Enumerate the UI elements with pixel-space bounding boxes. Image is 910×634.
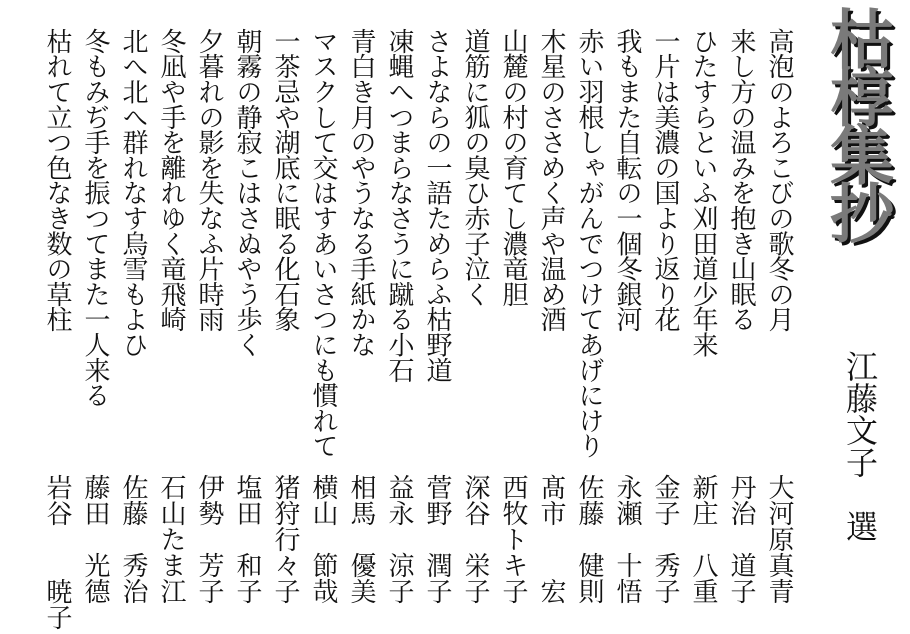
haiku-text: 木星のささめく声や温め酒 xyxy=(536,28,566,332)
author-name: 佐藤 健則 xyxy=(574,474,604,604)
haiku-text: 青白き月のやうなる手紙かな xyxy=(346,28,376,357)
haiku-text: 赤い羽根しゃがんでつけてあげにけり xyxy=(574,28,604,459)
author-name: 西牧トキ子 xyxy=(498,474,528,604)
haiku-text: 冬凪や手を離れゆく竜飛崎 xyxy=(156,28,186,332)
haiku-text: 来し方の温みを抱き山眠る xyxy=(726,28,756,332)
haiku-column xyxy=(722,28,760,628)
author-name: 丹治 道子 xyxy=(726,474,756,604)
haiku-text: 凍蝿へつまらなさうに蹴る小石 xyxy=(384,28,414,383)
haiku-column xyxy=(76,28,114,628)
author-name: 新庄 八重 xyxy=(688,474,718,604)
haiku-column xyxy=(304,28,342,628)
author-name: 髙市 宏 xyxy=(536,474,566,604)
haiku-column xyxy=(646,28,684,628)
haiku-column xyxy=(418,28,456,628)
haiku-column xyxy=(608,28,646,628)
author-name: 益永 涼子 xyxy=(384,474,414,604)
haiku-text: さよならの一語ためらふ枯野道 xyxy=(422,28,452,383)
haiku-text: 高泡のよろこびの歌冬の月 xyxy=(764,28,794,332)
author-name: 永瀬 十悟 xyxy=(612,474,642,604)
page-title: 枯椁集抄 xyxy=(819,6,894,238)
haiku-column xyxy=(342,28,380,628)
haiku-text: 道筋に狐の臭ひ赤子泣く xyxy=(460,28,490,307)
haiku-column xyxy=(114,28,152,628)
haiku-text: 我もまた自転の一個冬銀河 xyxy=(612,28,642,332)
haiku-text: 夕暮れの影を失なふ片時雨 xyxy=(194,28,224,332)
haiku-column xyxy=(380,28,418,628)
haiku-column xyxy=(152,28,190,628)
haiku-text: 朝霧の静寂こはさぬやう歩く xyxy=(232,28,262,357)
haiku-column xyxy=(570,28,608,628)
author-name: 相馬 優美 xyxy=(346,474,376,604)
haiku-column xyxy=(494,28,532,628)
author-name: 石山たま江 xyxy=(156,474,186,604)
haiku-column xyxy=(228,28,266,628)
selector-credit: 江藤文子 選 xyxy=(841,350,879,542)
author-name: 金子 秀子 xyxy=(650,474,680,604)
haiku-text: 枯れて立つ色なき数の草柱 xyxy=(42,28,72,332)
author-name: 横山 節哉 xyxy=(308,474,338,604)
haiku-column xyxy=(38,28,76,628)
haiku-text: 一茶忌や湖底に眠る化石象 xyxy=(270,28,300,332)
author-name: 藤田 光德 xyxy=(80,474,110,604)
author-name: 深谷 栄子 xyxy=(460,474,490,604)
haiku-column xyxy=(532,28,570,628)
haiku-column xyxy=(456,28,494,628)
haiku-column xyxy=(760,28,798,628)
author-name: 伊勢 芳子 xyxy=(194,474,224,604)
author-name: 菅野 潤子 xyxy=(422,474,452,604)
author-name: 佐藤 秀治 xyxy=(118,474,148,604)
author-name: 塩田 和子 xyxy=(232,474,262,604)
haiku-text: マスクして交はすあいさつにも慣れて xyxy=(308,28,338,459)
haiku-column xyxy=(266,28,304,628)
haiku-column xyxy=(190,28,228,628)
haiku-text: 山麓の村の育てし濃竜胆 xyxy=(498,28,528,307)
haiku-text: ひたすらといふ刈田道少年来 xyxy=(688,28,718,357)
haiku-text: 北へ北へ群れなす烏雪もよひ xyxy=(118,28,148,357)
haiku-text: 冬もみぢ手を振つてまた一人来る xyxy=(80,28,110,408)
author-name: 大河原真青 xyxy=(764,474,794,604)
author-name: 岩谷 暁子 xyxy=(42,474,72,630)
haiku-column xyxy=(684,28,722,628)
author-name: 猪狩行々子 xyxy=(270,474,300,604)
haiku-text: 一片は美濃の国より返り花 xyxy=(650,28,680,332)
